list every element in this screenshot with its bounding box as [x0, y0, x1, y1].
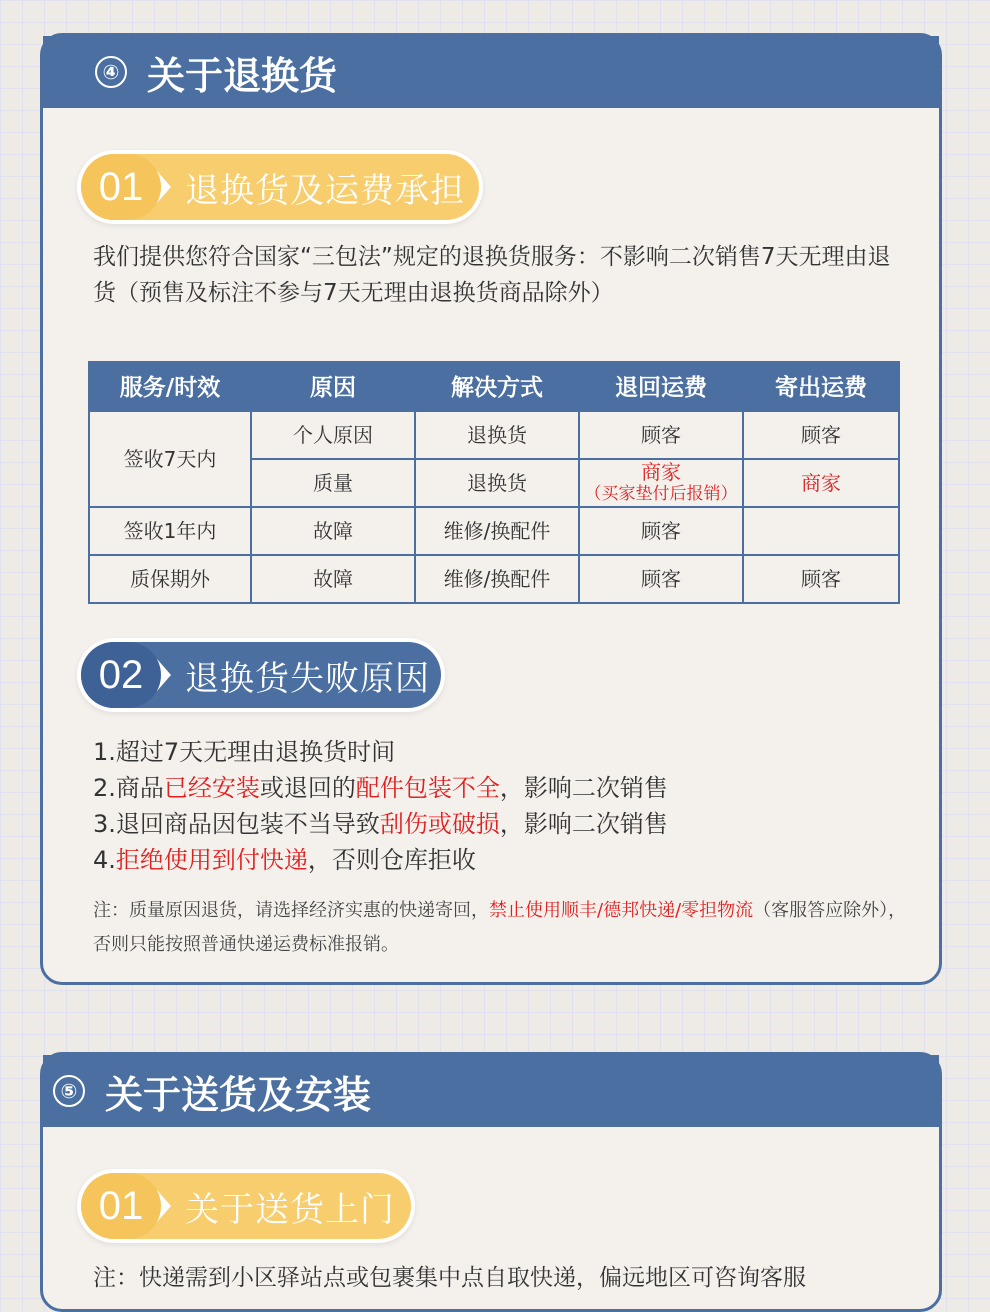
reason-text: ，影响二次销售	[499, 774, 668, 802]
list-item	[93, 842, 913, 878]
returns-intro: 我们提供您符合国家“三包法”规定的退换货服务：不影响二次销售7天无理由退货（预售及标注不参与7天无理由退换货商品除外）	[93, 244, 891, 306]
note-highlight: 禁止使用顺丰/德邦快递/零担物流	[489, 900, 754, 921]
table-cell: 个人原因	[251, 411, 415, 459]
table-header: 服务/时效	[89, 361, 251, 411]
table-row	[89, 411, 899, 459]
reason-highlight: 拒绝使用到付快递	[115, 846, 308, 874]
subsection-label: 退换货失败原因	[185, 658, 430, 699]
table-cell: 质量	[251, 459, 415, 507]
subsection-number: 01	[81, 154, 161, 220]
subsection-number: 02	[81, 642, 161, 708]
returns-table	[88, 361, 900, 604]
subsection-badge-02	[81, 642, 441, 708]
table-cell: 顾客	[743, 411, 899, 459]
failure-reasons-list	[93, 734, 913, 878]
section-number: ⑤	[53, 1075, 85, 1107]
reason-text: 1.超过7天无理由退换货时间	[93, 738, 396, 766]
table-cell: 维修/换配件	[415, 507, 579, 555]
table-row	[89, 555, 899, 603]
subsection-number: 01	[81, 1173, 161, 1239]
reason-text: ，影响二次销售	[499, 810, 668, 838]
list-item	[93, 806, 913, 842]
table-cell: 顾客	[579, 411, 743, 459]
delivery-note: 注：快递需到小区驿站点或包裹集中点自取快递，偏远地区可咨询客服	[93, 1265, 806, 1291]
list-item	[93, 770, 913, 806]
returns-note	[93, 894, 913, 962]
returns-card	[40, 33, 942, 985]
table-cell	[743, 507, 899, 555]
section-title: 关于退换货	[147, 53, 338, 98]
table-cell: 顾客	[743, 555, 899, 603]
return-fee-value: 商家	[641, 460, 681, 484]
return-fee-note: （买家垫付后报销）	[584, 484, 738, 504]
note-text: 注：质量原因退货，请选择经济实惠的快递寄回，	[93, 900, 489, 921]
reason-highlight: 刮伤或破损	[379, 810, 500, 838]
table-cell: 顾客	[579, 555, 743, 603]
subsection-label: 退换货及运费承担	[185, 170, 465, 211]
reason-text: 3.退回商品因包装不当导致	[93, 810, 380, 838]
reason-text: ，否则仓库拒收	[307, 846, 476, 874]
subsection-badge-01	[81, 1173, 411, 1239]
table-header: 原因	[251, 361, 415, 411]
table-cell: 故障	[251, 555, 415, 603]
table-cell: 退换货	[415, 459, 579, 507]
note-text: （客服答应除外），否则只能按照普通快递运费标准报销。	[93, 900, 907, 955]
section-number: ④	[95, 56, 127, 88]
reason-text: 4.	[93, 846, 116, 874]
table-cell-period: 签收1年内	[89, 507, 251, 555]
section-title: 关于送货及安装	[105, 1072, 372, 1117]
table-cell: 维修/换配件	[415, 555, 579, 603]
table-cell-return-fee	[579, 459, 743, 507]
table-cell: 故障	[251, 507, 415, 555]
reason-highlight: 已经安装	[163, 774, 260, 802]
table-cell: 顾客	[579, 507, 743, 555]
reason-text: 2.商品	[93, 774, 164, 802]
reason-highlight: 配件包装不全	[355, 774, 500, 802]
table-header-row	[89, 361, 899, 411]
returns-header	[43, 36, 939, 108]
list-item	[93, 734, 913, 770]
reason-text: 或退回的	[259, 774, 356, 802]
delivery-card	[40, 1052, 942, 1312]
table-row	[89, 507, 899, 555]
table-header: 退回运费	[579, 361, 743, 411]
table-cell: 退换货	[415, 411, 579, 459]
delivery-header	[43, 1055, 939, 1127]
table-cell-period: 质保期外	[89, 555, 251, 603]
table-cell-period: 签收7天内	[89, 411, 251, 507]
subsection-badge-01	[81, 154, 479, 220]
subsection-label: 关于送货上门	[185, 1189, 395, 1230]
table-header: 寄出运费	[743, 361, 899, 411]
table-cell: 商家	[743, 459, 899, 507]
table-header: 解决方式	[415, 361, 579, 411]
